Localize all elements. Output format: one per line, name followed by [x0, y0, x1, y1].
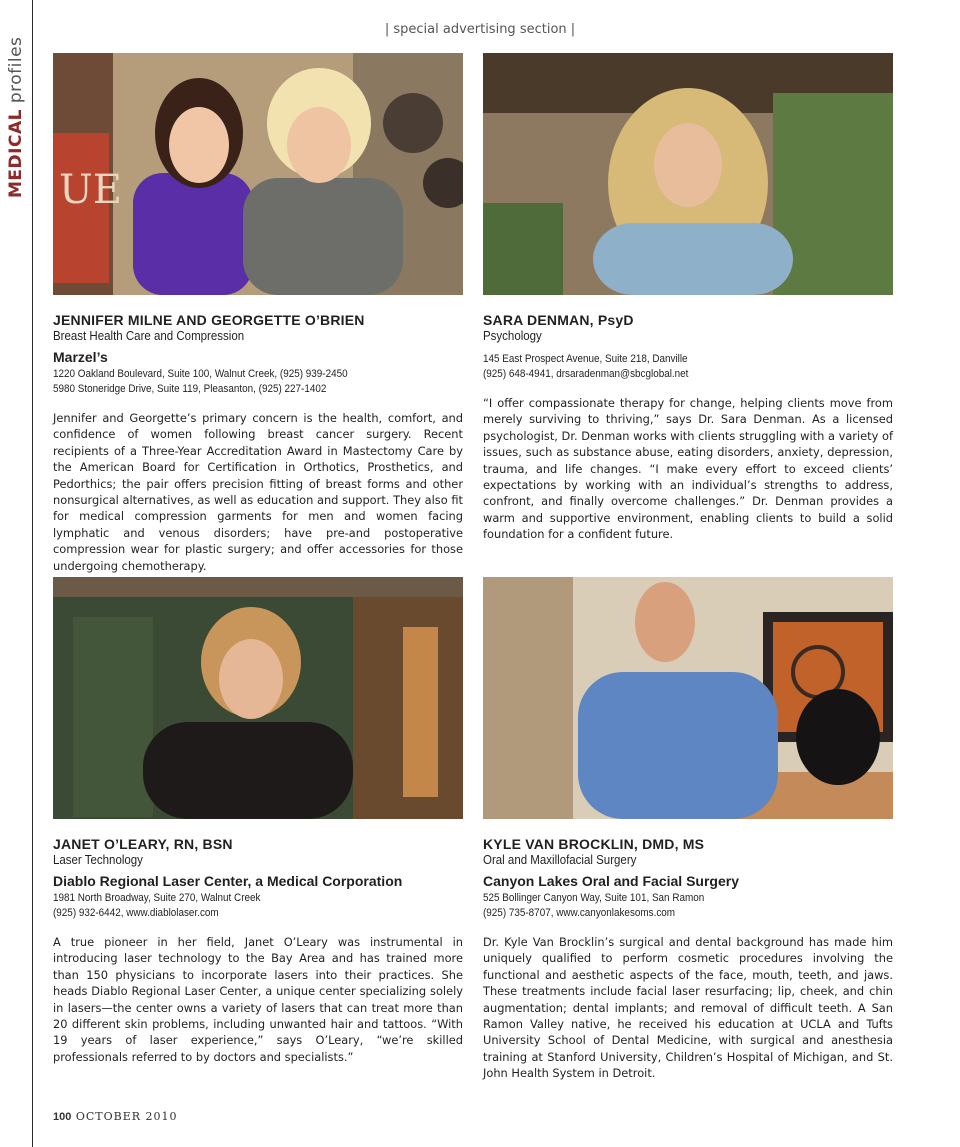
issue-date: OCTOBER 2010 — [75, 1110, 178, 1123]
profile-bio: A true pioneer in her field, Janet O’Leary was instrumental in introducing laser technology to the Bay Area and has trained more than 150 physicians to incorporate lasers into their practices. She heads Diablo Regional Laser Center, a unique center specializing solely in lasers—the center owns a variety of lasers that can treat more than 20 different skin problems, including unwanted hair and tattoos. “With 19 years of laser experience,” says O’Leary, “we’re skilled professionals referred to by doctors and specialists.” — [53, 935, 463, 1064]
profile-photo-milne-obrien — [53, 53, 463, 295]
address-line: 5980 Stoneridge Drive, Suite 119, Pleasanton, (925) 227-1402 — [53, 383, 327, 395]
special-advertising-banner: | special advertising section | — [384, 22, 576, 37]
profile-specialty: Laser Technology — [53, 853, 143, 867]
svg-text:UE: UE — [59, 167, 122, 213]
side-label-light: profiles — [6, 36, 26, 110]
address-line: 145 East Prospect Avenue, Suite 218, Danville — [483, 353, 688, 365]
profile-denman — [483, 53, 893, 543]
profile-name: JANET O’LEARY, RN, BSN — [53, 836, 233, 852]
profile-name — [483, 312, 893, 328]
profile-specialty: Psychology — [483, 329, 542, 343]
address-line: 1981 North Broadway, Suite 270, Walnut Creek — [53, 892, 261, 904]
profile-bio: “I offer compassionate therapy for change, helping clients move from merely surviving to thriving,” says Dr. Sara Denman. As a licensed psychologist, Dr. Denman works with clients struggling with a variety of issues, such as substance abuse, eating disorders, anxiety, depression, trauma, and life changes. “I make every effort to exceed clients’ expectations by working with an individual’s strengths to address, confront, and finally overcome challenges.” Dr. Denman provides a warm and supportive environment, enabling clients to build a solid foundation for a confident future. — [483, 396, 893, 542]
practice-name: Marzel’s — [53, 349, 108, 365]
practice-name: Diablo Regional Laser Center, a Medical Corporation — [53, 873, 403, 889]
profile-photo-van-brocklin — [483, 577, 893, 819]
page-footer — [53, 1110, 178, 1123]
profile-specialty: Breast Health Care and Compression — [53, 329, 245, 343]
address-line: (925) 932-6442, www.diablolaser.com — [53, 907, 219, 919]
practice-name: Canyon Lakes Oral and Facial Surgery — [483, 873, 739, 889]
left-margin-rule — [32, 0, 33, 1147]
profile-credential: PsyD — [593, 312, 634, 328]
profile-photo-oleary — [53, 577, 463, 819]
profile-specialty: Oral and Maxillofacial Surgery — [483, 853, 637, 867]
address-line: (925) 648-4941, drsaradenman@sbcglobal.net — [483, 368, 689, 380]
profile-name: JENNIFER MILNE AND GEORGETTE O’BRIEN — [53, 312, 365, 328]
profile-name-text: SARA DENMAN, — [483, 312, 594, 328]
profile-photo-denman — [483, 53, 893, 295]
profile-name: KYLE VAN BROCKLIN, DMD, MS — [483, 836, 705, 852]
profile-van-brocklin — [483, 577, 893, 1082]
page-number: 100 — [53, 1111, 72, 1123]
address-line: (925) 735-8707, www.canyonlakesoms.com — [483, 907, 676, 919]
section-side-label — [6, 36, 32, 210]
side-label-bold: MEDICAL — [6, 109, 26, 198]
address-line: 525 Bollinger Canyon Way, Suite 101, San Ramon — [483, 892, 705, 904]
profile-bio: Dr. Kyle Van Brocklin’s surgical and dental background has made him uniquely qualified to perform cosmetic procedures involving the functional and aesthetic aspects of the face, mouth, teeth, and jaws. These treatments include facial laser resurfacing; lip, cheek, and chin augmentation; dental implants; and removal of difficult teeth. A San Ramon Valley native, he received his education at UCLA and Tufts University School of Dental Medicine, with surgical and anesthesia training at Stanford University, Children’s Hospital of Michigan, and St. John Health System in Detroit. — [483, 935, 893, 1081]
profile-milne-obrien — [53, 53, 463, 574]
profile-bio: Jennifer and Georgette’s primary concern is the health, comfort, and confidence of women following breast cancer surgery. Recent recipients of a Three-Year Accreditation Award in Mastectomy Care by the American Board for Certification in Orthotics, Prosthetics, and Pedorthics; the pair offers precision fitting of breast forms and other nonsurgical alternatives, as well as education and support. They also fit for medical compression garments for men and women facing lymphatic and venous disorders; have pre-and postoperative compression wear for plastic surgery; and offer accessories for those undergoing chemotherapy. — [53, 411, 463, 573]
address-line: 1220 Oakland Boulevard, Suite 100, Walnut Creek, (925) 939-2450 — [53, 368, 348, 380]
profile-oleary — [53, 577, 463, 1065]
